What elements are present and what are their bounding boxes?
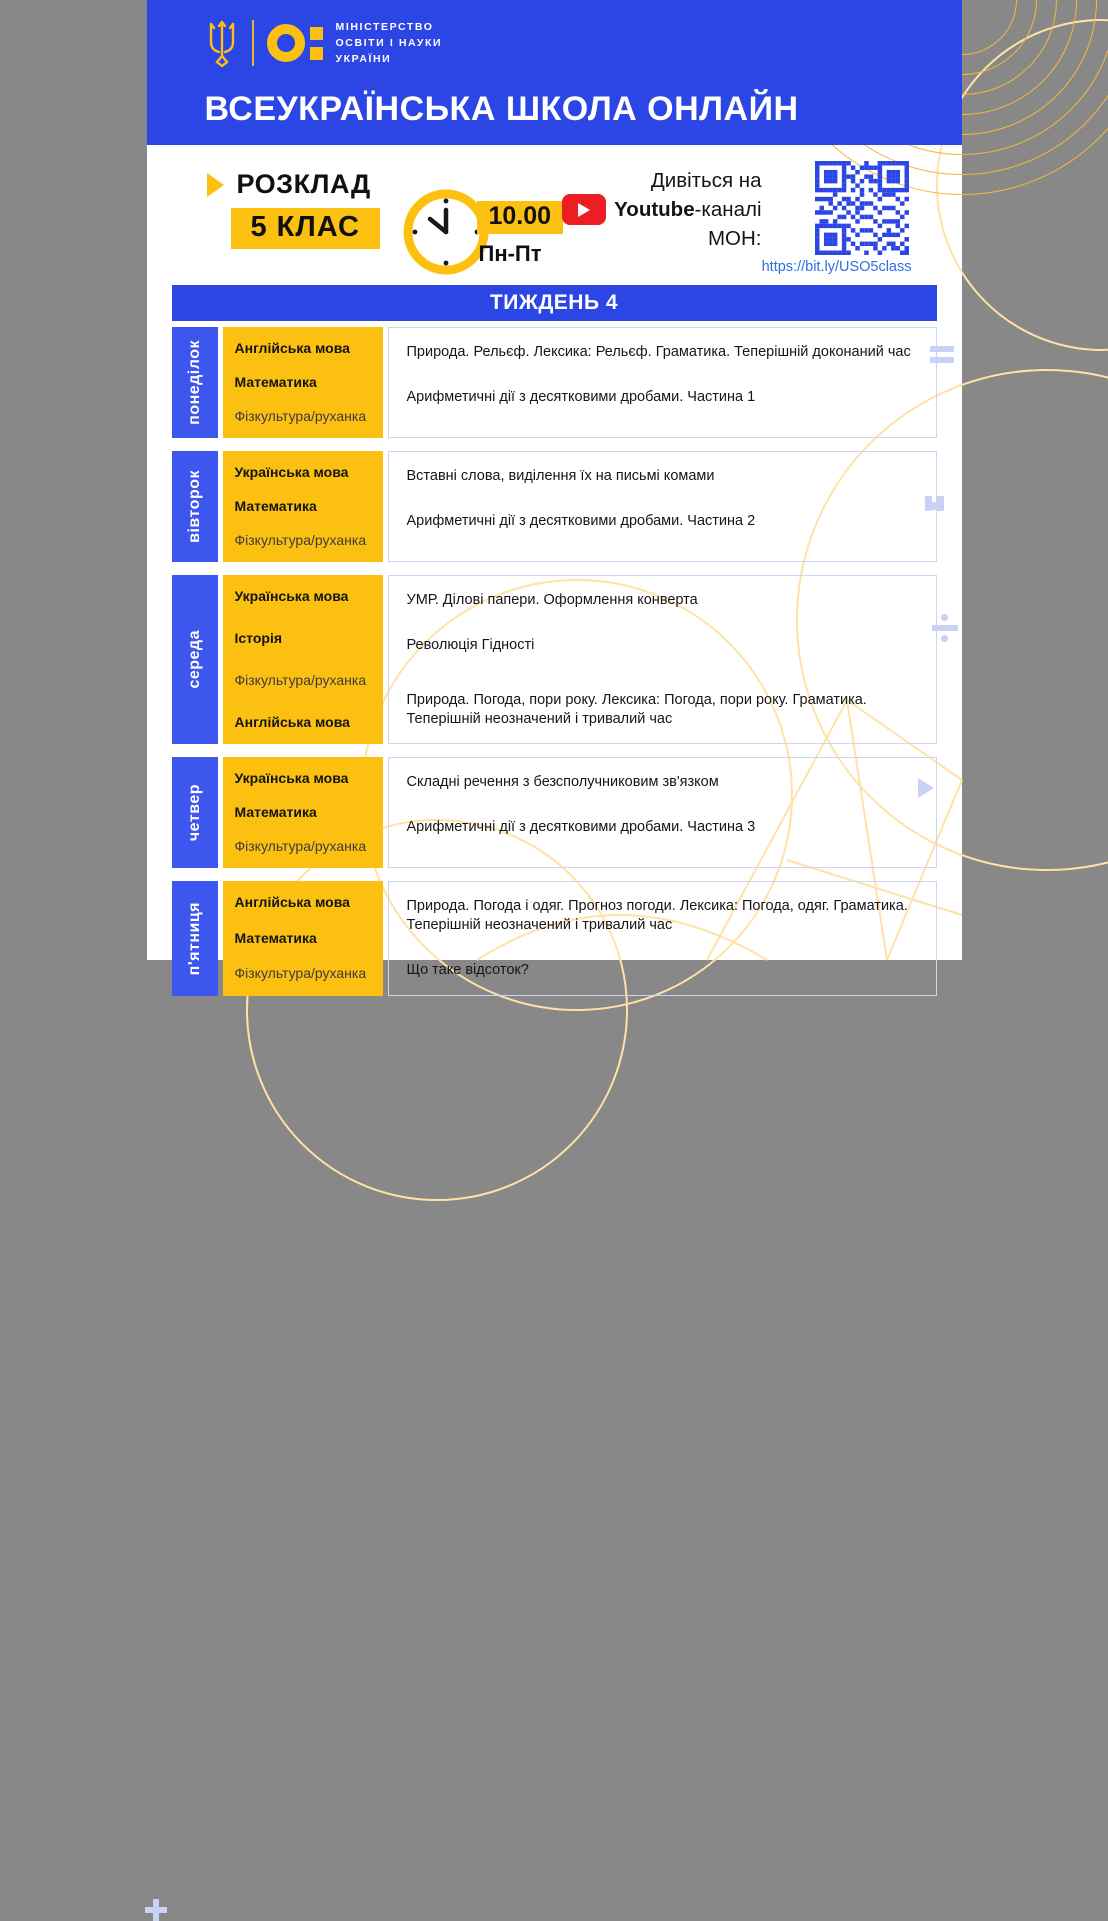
youtube-callout [552, 167, 762, 252]
youtube-icon [562, 194, 606, 225]
schedule-row [172, 327, 937, 438]
topic-text: Природа. Рельєф. Лексика: Рельєф. Граматика. Теперішній доконаний час [407, 343, 918, 362]
watch-line-2: Youtube-каналі [614, 196, 761, 223]
schedule-table [172, 285, 937, 996]
subject-label: Українська мова [235, 464, 371, 482]
schedule-row [172, 575, 937, 744]
subject-label: Англійська мова [235, 714, 371, 732]
week-banner: ТИЖДЕНЬ 4 [172, 285, 937, 321]
ministry-logo [205, 18, 443, 68]
page-title: ВСЕУКРАЇНСЬКА ШКОЛА ОНЛАЙН [205, 90, 799, 129]
topics-box [388, 327, 937, 438]
subject-label: Фізкультура/руханка [235, 838, 371, 856]
day-label: середа [172, 575, 218, 744]
mon-logo-colon [310, 27, 323, 60]
qr-code[interactable] [815, 161, 909, 255]
schedule-row [172, 757, 937, 868]
ministry-name: МІНІСТЕРСТВО ОСВІТИ І НАУКИ УКРАЇНИ [336, 19, 443, 68]
subjects-box [223, 757, 383, 868]
subject-label: Математика [235, 930, 371, 948]
subject-label: Українська мова [235, 770, 371, 788]
qr-link[interactable]: https://bit.ly/USO5class [707, 259, 912, 275]
grade-badge: 5 КЛАС [231, 208, 380, 249]
topics-box [388, 575, 937, 744]
subject-label: Англійська мова [235, 894, 371, 912]
time-badge: 10.00 [477, 201, 564, 234]
day-label: вівторок [172, 451, 218, 562]
subject-label: Фізкультура/руханка [235, 532, 371, 550]
topic-text: Природа. Погода, пори року. Лексика: Погода, пори року. Граматика. Теперішній неозначений і тривалий час [407, 691, 918, 729]
watch-line-3: МОН: [552, 225, 762, 252]
subjects-box [223, 327, 383, 438]
schedule-grade-block [207, 169, 380, 249]
subject-label: Математика [235, 804, 371, 822]
subjects-box [223, 451, 383, 562]
topic-text: Революція Гідності [407, 636, 918, 655]
subject-label: Англійська мова [235, 340, 371, 358]
topic-text: Арифметичні дії з десятковими дробами. Частина 2 [407, 512, 918, 531]
schedule-label: РОЗКЛАД [237, 169, 371, 200]
subject-label: Математика [235, 498, 371, 516]
topics-box [388, 881, 937, 996]
logo-divider [252, 20, 254, 66]
topic-text: УМР. Ділові папери. Оформлення конверта [407, 591, 918, 610]
subject-label: Історія [235, 630, 371, 648]
subject-label: Фізкультура/руханка [235, 672, 371, 690]
mon-logo-icon [267, 24, 323, 62]
watch-line-1: Дивіться на [552, 167, 762, 194]
day-label: п'ятниця [172, 881, 218, 996]
subjects-box [223, 575, 383, 744]
topic-text: Складні речення з безсполучниковим зв'язком [407, 773, 918, 792]
subject-label: Українська мова [235, 588, 371, 606]
mon-logo-ring [267, 24, 305, 62]
day-label: четвер [172, 757, 218, 868]
poster [147, 0, 962, 960]
topic-text: Що таке відсоток? [407, 961, 918, 980]
plus-icon [145, 1899, 167, 1921]
topic-text: Арифметичні дії з десятковими дробами. Частина 1 [407, 388, 918, 407]
schedule-row [172, 451, 937, 562]
topics-box [388, 757, 937, 868]
day-label: понеділок [172, 327, 218, 438]
trident-icon [205, 18, 239, 68]
arrow-right-icon [207, 173, 224, 197]
subject-label: Фізкультура/руханка [235, 965, 371, 983]
topic-text: Вставні слова, виділення їх на письмі комами [407, 467, 918, 486]
info-bar [147, 145, 962, 285]
subject-label: Фізкультура/руханка [235, 408, 371, 426]
days-range: Пн-Пт [479, 241, 542, 267]
header [147, 0, 962, 145]
topic-text: Арифметичні дії з десятковими дробами. Частина 3 [407, 818, 918, 837]
subject-label: Математика [235, 374, 371, 392]
topics-box [388, 451, 937, 562]
subjects-box [223, 881, 383, 996]
schedule-rows [172, 327, 937, 996]
topic-text: Природа. Погода і одяг. Прогноз погоди. Лексика: Погода, одяг. Граматика. Теперішній неозначений і тривалий час [407, 897, 918, 935]
schedule-row [172, 881, 937, 996]
